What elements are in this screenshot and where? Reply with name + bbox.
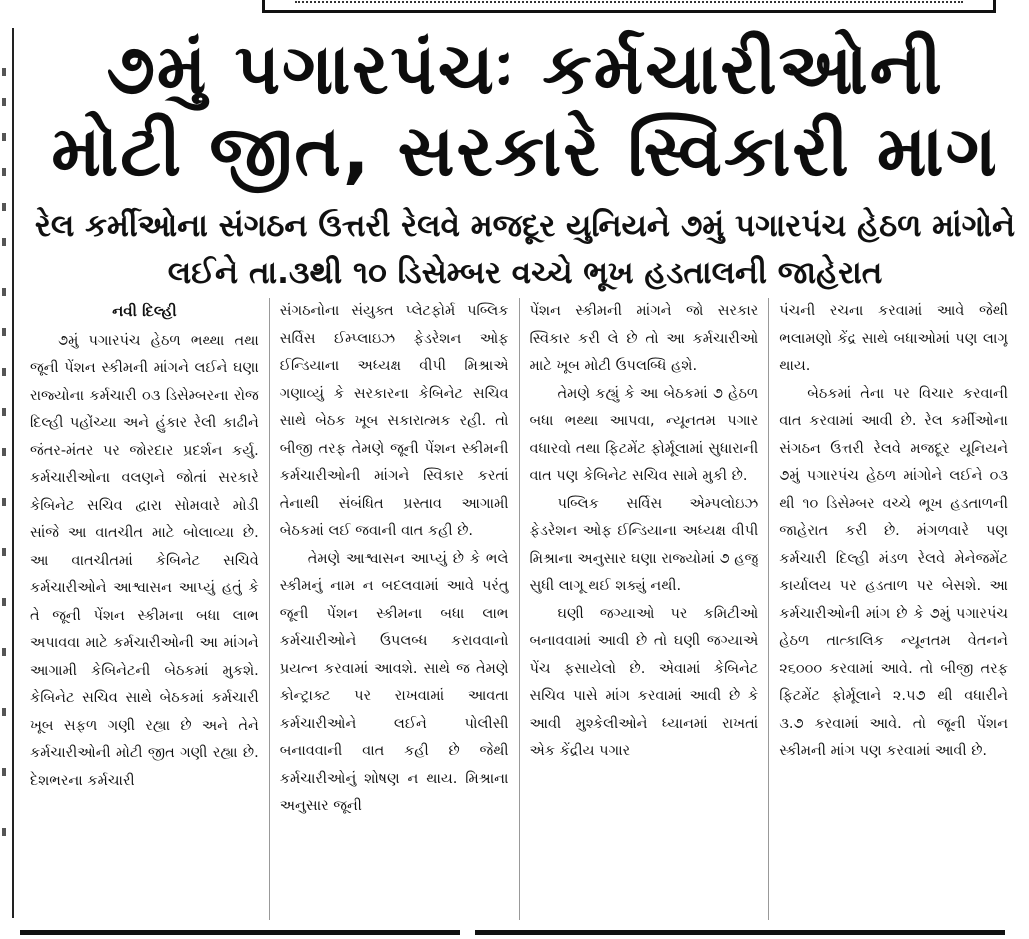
article-column-1 [30,298,259,920]
paragraph: ઘણી જગ્યાઓ પર કમિટીઓ બનાવવામાં આવી છે તો ઘણી જગ્યાએ પેંચ ફસાયેલો છે. એવામાં કેબિનેટ સચિવ પાસે માંગ કરવામાં આવી છે કે આવી મુશ્કેલીઓને ધ્યાનમાં રાખતાં એક કેંદ્રીય પગાર [529,605,759,759]
left-margin-strip [0,28,14,918]
paragraph: બેઠકમાં તેના પર વિચાર કરવાની વાત કરવામાં આવી છે. રેલ કર્મીઓના સંગઠન ઉત્તરી રેલવે મજદૂર યૂનિયને ૭મું પગારપંચ હેઠળ માંગોને લઈને ૦૩ થી ૧૦ ડિસેમ્બર વચ્ચે ભૂખ હડતાળની જાહેરાત કરી છે. મંગળવારે પણ કર્મચારી દિલ્હી મંડળ રેલવે મેનેજમેંટ કાર્યાલય પર હડતાળ પર બેસશે. આ કર્મચારીઓની માંગ છે કે ૭મું પગારપંચ હેઠળ તાત્કાલિક ન્યૂનતમ વેતનને ૨૬૦૦૦ કરવામાં આવે. તો બીજી તરફ ફિટમેંટ ફોર્મૂલાને ૨.૫૭ થી વધારીને ૩.૭ કરવામાં આવે. તો જૂની પેંશન સ્કીમની માંગ પણ કરવામાં આવી છે. [779,385,1008,759]
column-divider [768,298,769,920]
paragraph: પબ્લિક સર્વિસ એમ્પલોઇઝ ફેડરેશન ઓફ ઈન્ડિયાના અધ્યક્ષ વીપી મિશ્રાના અનુસાર ઘણા રાજ્યોમાં ૭ હજુ સુધી લાગૂ થઈ શક્યું નથી. [529,495,759,594]
bottom-rule [20,930,460,935]
column-divider [519,298,520,920]
paragraph: પંચની રચના કરવામાં આવે જેથી ભલામણો કેંદ્ર સાથે બધાઓમાં પણ લાગૂ થાય. [779,303,1008,374]
top-frame [262,0,996,13]
paragraph: સંગઠનોના સંયુક્ત પ્લેટફોર્મ પબ્લિક સર્વિસ ઈમ્પ્લાઇઝ ફેડરેશન ઓફ ઈન્ડિયાના અધ્યક્ષ વીપી મિશ્રાએ ગણાવ્યું કે સરકારના કેબિનેટ સચિવ સાથે બેઠક ખૂબ સકારાત્મક રહી. તો બીજી તરફ તેમણે જૂની પેંશન સ્કીમની કર્મચારીઓની માંગને સ્વિકાર કરતાં તેનાથી સંબંધિત પ્રસ્તાવ આગામી બેઠકમાં લઈ જવાની વાત કહી છે. [279,303,509,539]
subheadline: રેલ કર્મીઓના સંગઠન ઉત્તરી રેલવે મજદૂર યુનિયને ૭મું પગારપંચ હેઠળ માંગોને લઈને તા.૩થી ૧૦ ડિસેમ્બર વચ્ચે ભૂખ હડતાલની જાહેરાત [34,208,1016,291]
paragraph: તેમણે આશ્વાસન આપ્યું છે કે ભલે સ્કીમનું નામ ન બદલવામાં આવે પરંતુ જૂની પેંશન સ્કીમના બધા લાભ કર્મચારીઓને ઉપલબ્ધ કરાવવાનો પ્રયત્ન કરવામાં આવશે. સાથે જ તેમણે કોન્ટ્રાક્ટ પર રાખવામાં આવતા કર્મચારીઓને લઈને પોલીસી બનાવવાની વાત કહી છે જેથી કર્મચારીઓનું શોષણ ન થાય. મિશ્રાના અનુસાર જૂની [279,550,509,814]
column-divider [269,298,270,920]
article-body [30,298,1008,920]
article-column-2 [280,298,509,920]
headline: ૭મું પગારપંચઃ કર્મચારીઓની મોટી જીત, સરકારે સ્વિકારી માગ [51,28,999,192]
paragraph: ૭મું પગારપંચ હેઠળ ભથ્થા તથા જૂની પેંશન સ્કીમની માંગને લઈને ઘણા રાજ્યોના કર્મચારી ૦૩ ડિસેમ્બરના રોજ દિલ્હી પહોંચ્યા અને હુંકાર રેલી કાઢીને જંતર-મંતર પર જોરદાર પ્રદર્શન કર્યુ. કર્મચારીઓના વલણને જોતાં સરકારે કેબિનેટ સચિવ દ્વારા સોમવારે મોડી સાંજે આ વાતચીત માટે બોલાવ્યા છે. આ વાતચીતમાં કેબિનેટ સચિવે કર્મચારીઓને આશ્વાસન આપ્યું હતું કે તે જૂની પેંશન સ્કીમના બધા લાભ અપાવવા માટે કર્મચારીઓની આ માંગને આગામી કેબિનેટની બેઠકમાં મુકશે. કેબિનેટ સચિવ સાથે બેઠકમાં કર્મચારી ખૂબ સફળ ગણી રહ્યા છે અને તેને કર્મચારીઓની મોટી જીત ગણી રહ્યા છે. દેશભરના કર્મચારી [30,332,259,789]
bottom-rule [475,930,1005,935]
paragraph: પેંશન સ્કીમની માંગને જો સરકાર સ્વિકાર કરી લે છે તો આ કર્મચારીઓ માટે ખૂબ મોટી ઉપલબ્ધિ હશે. [529,303,759,374]
paragraph: તેમણે કહ્યું કે આ બેઠકમાં ૭ હેઠળ બધા ભથ્થા આપવા, ન્યૂનતમ પગાર વધારવો તથા ફિટમેંટ ફોર્મૂલામાં સુધારાની વાત પણ કેબિનેટ સચિવ સામે મુકી છે. [529,385,759,484]
top-ticker [295,0,963,3]
article-column-4 [779,298,1008,920]
article-column-3 [530,298,759,920]
dateline: નવી દિલ્હી [112,302,177,320]
